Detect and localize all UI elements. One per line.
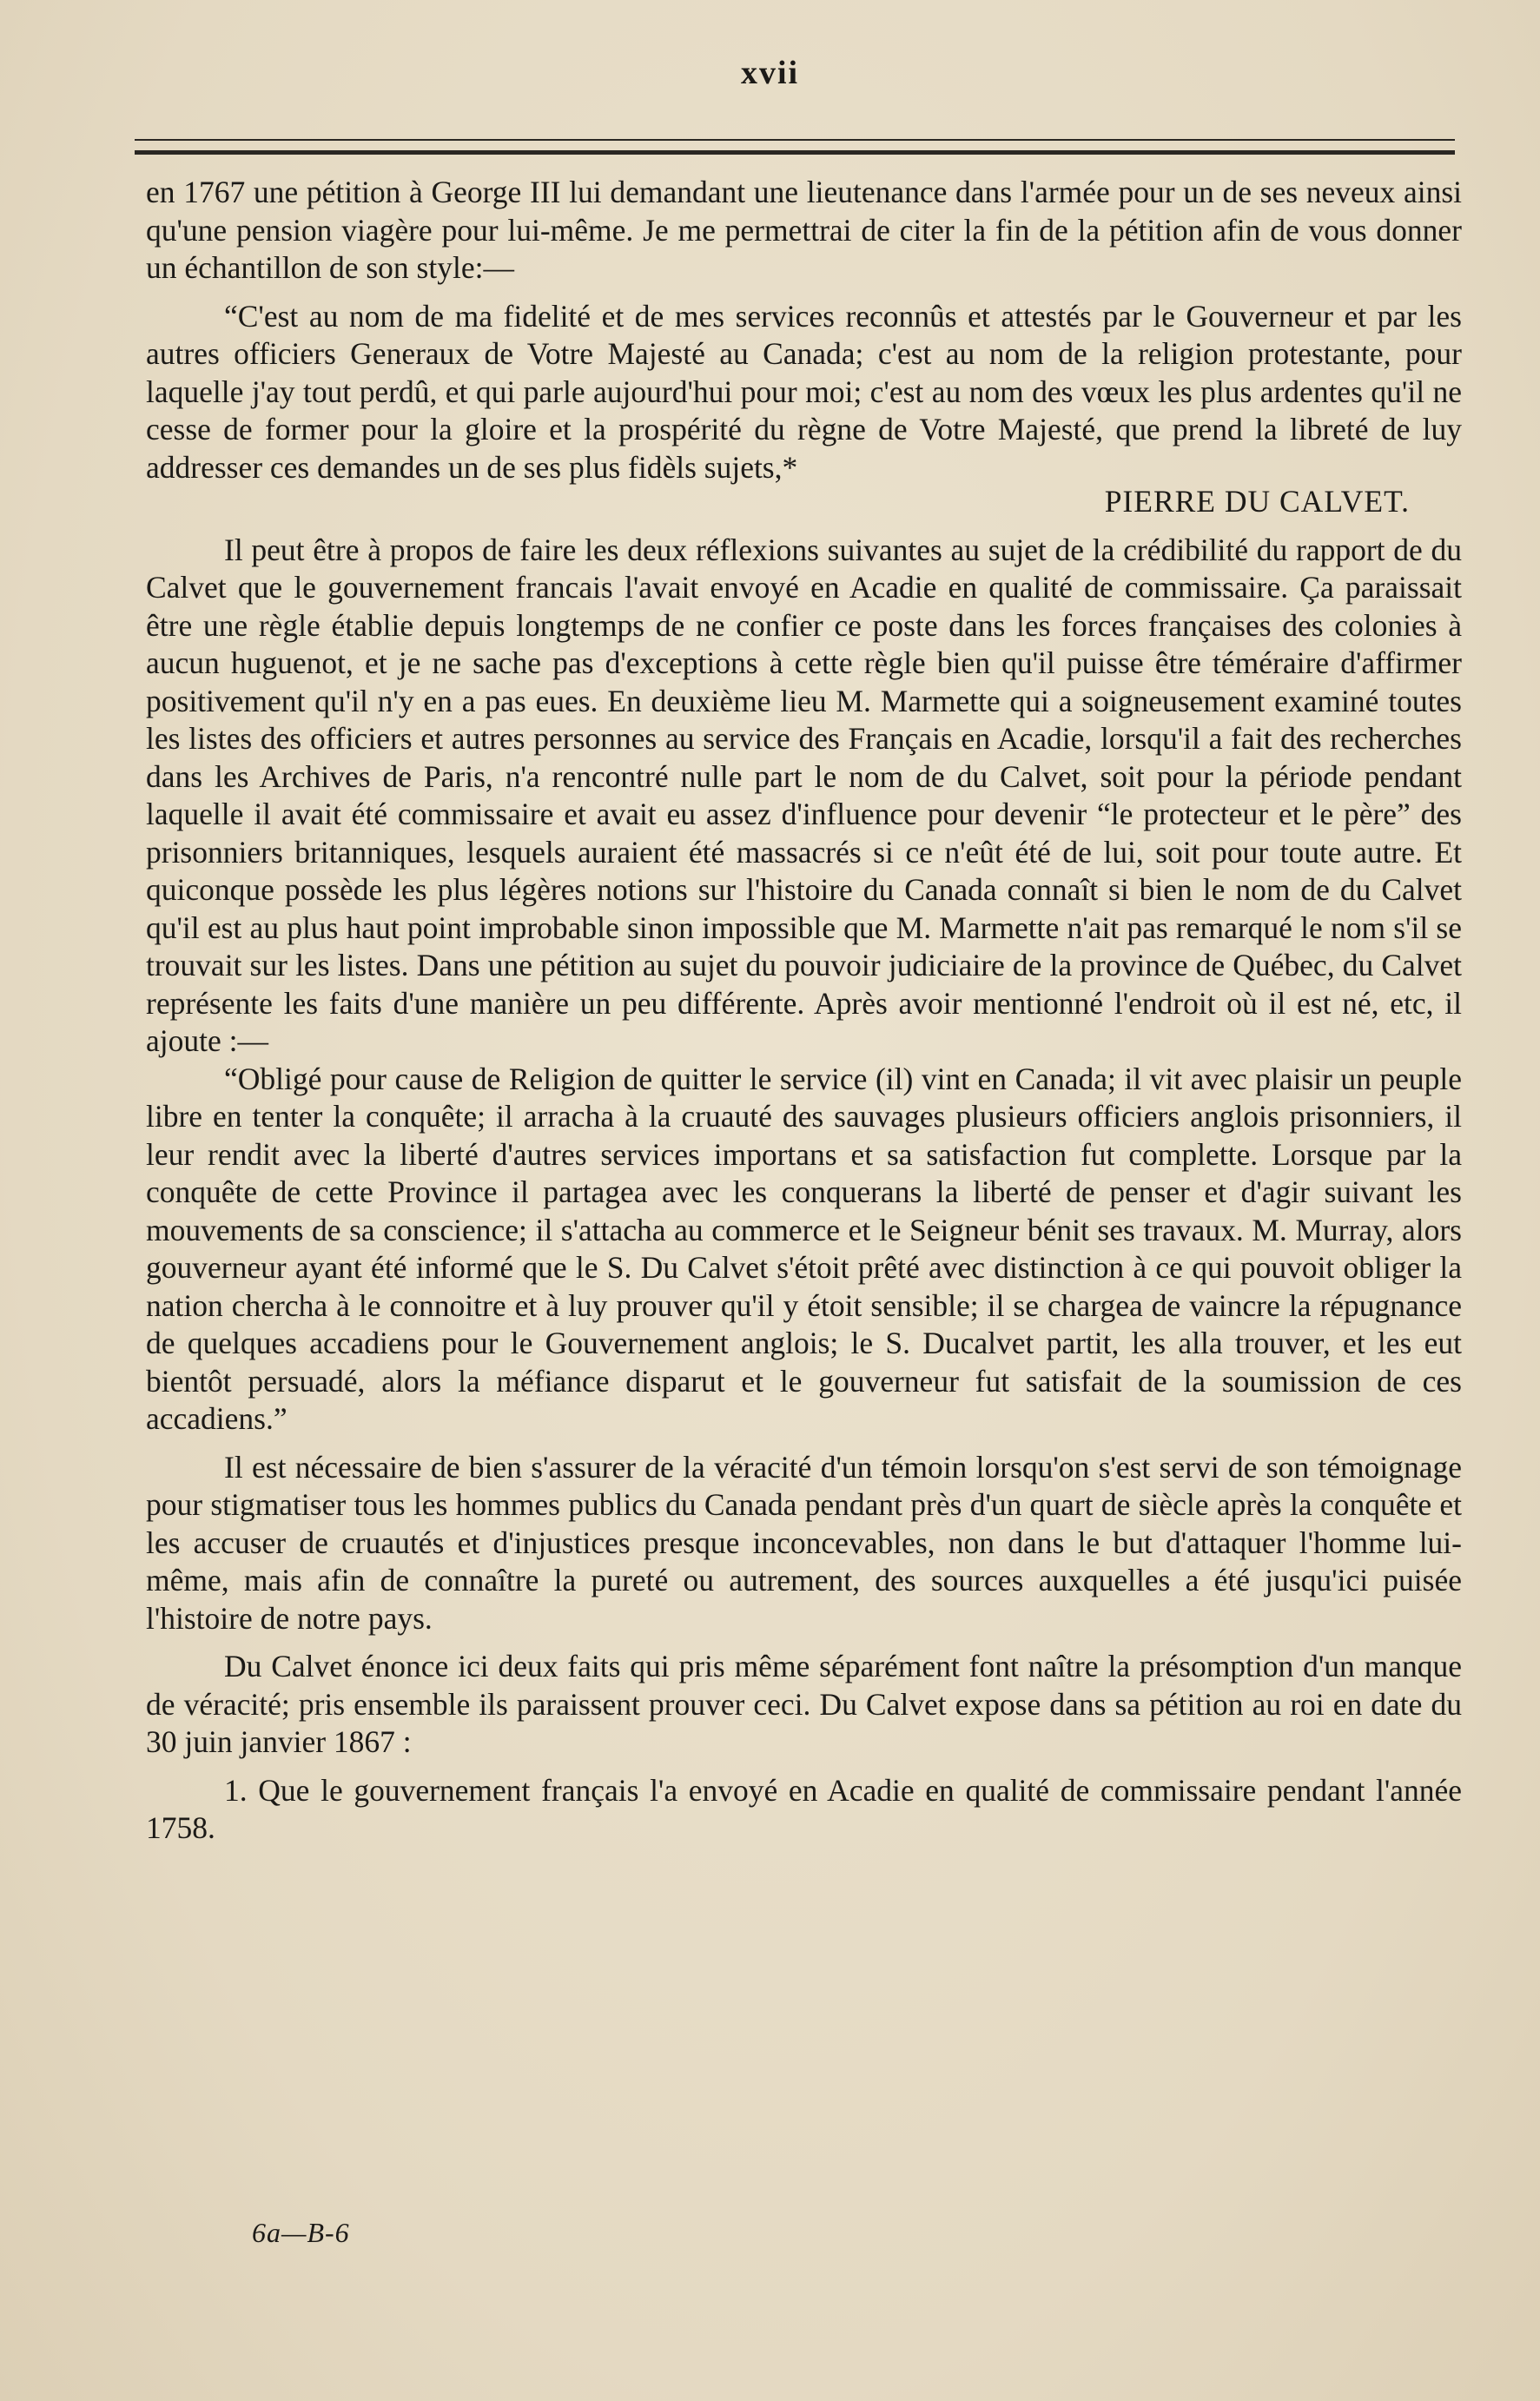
paragraph-veracity: Il est nécessaire de bien s'assurer de la véracité d'un témoin lorsqu'on s'est servi de son témoignage pour stigmatiser tous les hommes publics du Canada pendant près d'un quart de siècle après la conquête et les accuser de cruautés et d'injustices presque inconcevables, non dans le but d'attaquer l'homme lui-même, mais afin de connaître la pureté ou autrement, des sources auxquelles a été jusqu'ici puisée l'histoire de notre pays. <box>146 1449 1462 1636</box>
paragraph-petition-intro: en 1767 une pétition à George III lui demandant une lieutenance dans l'armée pour un de ses neveux ainsi qu'une pension viagère pour lui-même. Je me permettrai de citer la fin de la pétition afin de vous donner un échantillon de son style:— <box>146 175 1462 285</box>
header-rule-thick <box>135 150 1455 155</box>
quote-judiciary-petition: “Obligé pour cause de Religion de quitter le service (il) vint en Canada; il vit avec plaisir un peuple libre en tenter la conquête; il arracha à la cruauté des sauvages plusieurs officiers anglois prisonniers, il leur rendit avec la liberté d'autres services importans et sa satisfaction fut complette. Lorsque par la conquête de cette Province il partagea avec les conquerans la liberté de penser et d'agir suivant les mouvements de sa conscience; il s'attacha au commerce et le Seigneur bénit ses travaux. M. Murray, alors gouverneur ayant été informé que le S. Du Calvet s'étoit prêté avec distinction à ce qui pouvoit obliger la nation chercha à le connoitre et à luy prouver qu'il y étoit sensible; il se chargea de vaincre la répugnance de quelques accadiens pour le Gouvernement anglois; le S. Ducalvet partit, les alla trouver, et les eut bientôt persuadé, alors la méfiance disparut et le gouverneur fut satisfait de la soumission de ces accadiens.” <box>146 1061 1462 1436</box>
paragraph-fact-one: 1. Que le gouvernement français l'a envoyé en Acadie en qualité de commissaire pendant l'année 1758. <box>146 1772 1462 1845</box>
header-rule-thin <box>135 139 1455 141</box>
quote-petition: “C'est au nom de ma fidelité et de mes services reconnûs et attestés par le Gouverneur et par les autres officiers Generaux de Votre Majesté au Canada; c'est au nom de la religion protestante, pour laquelle j'ay tout perdû, et qui parle aujourd'hui pour moi; c'est au nom des vœux les plus ardentes qu'il ne cesse de former pour la gloire et la prospérité du règne de Votre Majesté, que prend la libreté de luy addresser ces demandes un de ses plus fidèls sujets,* <box>146 298 1462 485</box>
paragraph-reflexions: Il peut être à propos de faire les deux réflexions suivantes au sujet de la crédibilité du rapport de du Calvet que le gouvernement francais l'avait envoyé en Acadie en qualité de commissaire. Ça paraissait être une règle établie depuis longtemps de ne confier ce poste dans les forces françaises des colonies à aucun huguenot, et je ne sache pas d'exceptions à cette règle bien qu'il puisse être téméraire d'affirmer positivement qu'il n'y en a pas eues. En deuxième lieu M. Marmette qui a soigneusement examiné toutes les listes des officiers et autres personnes au service des Français en Acadie, lorsqu'il a fait des recherches dans les Archives de Paris, n'a rencontré nulle part le nom de du Calvet, soit pour la période pendant laquelle il avait été commissaire et avait eu assez d'influence pour devenir “le protecteur et le père” des prisonniers britanniques, lesquels auraient été massacrés si ce n'eût été de lui, soit pour toute autre. Et quiconque possède les plus légères notions sur l'histoire du Canada connaît si bien le nom de du Calvet qu'il est au plus haut point improbable sinon impossible que M. Marmette n'ait pas remarqué le nom s'il se trouvait sur les listes. Dans une pétition au sujet du pouvoir judiciaire de la province de Québec, du Calvet représente les faits d'une manière un peu différente. Après avoir mentionné l'endroit où il est né, etc, il ajoute :— <box>146 532 1462 1058</box>
page-number: xvii <box>740 55 800 91</box>
paragraph-two-facts: Du Calvet énonce ici deux faits qui pris même séparément font naître la présomption d'un manque de véracité; pris ensemble ils paraissent prouver ceci. Du Calvet expose dans sa pétition au roi en date du 30 juin janvier 1867 : <box>146 1649 1462 1759</box>
body-text <box>146 174 1462 1848</box>
quote-signature: PIERRE DU CALVET. <box>1104 484 1410 519</box>
signature-mark: 6a—B-6 <box>252 2217 350 2248</box>
